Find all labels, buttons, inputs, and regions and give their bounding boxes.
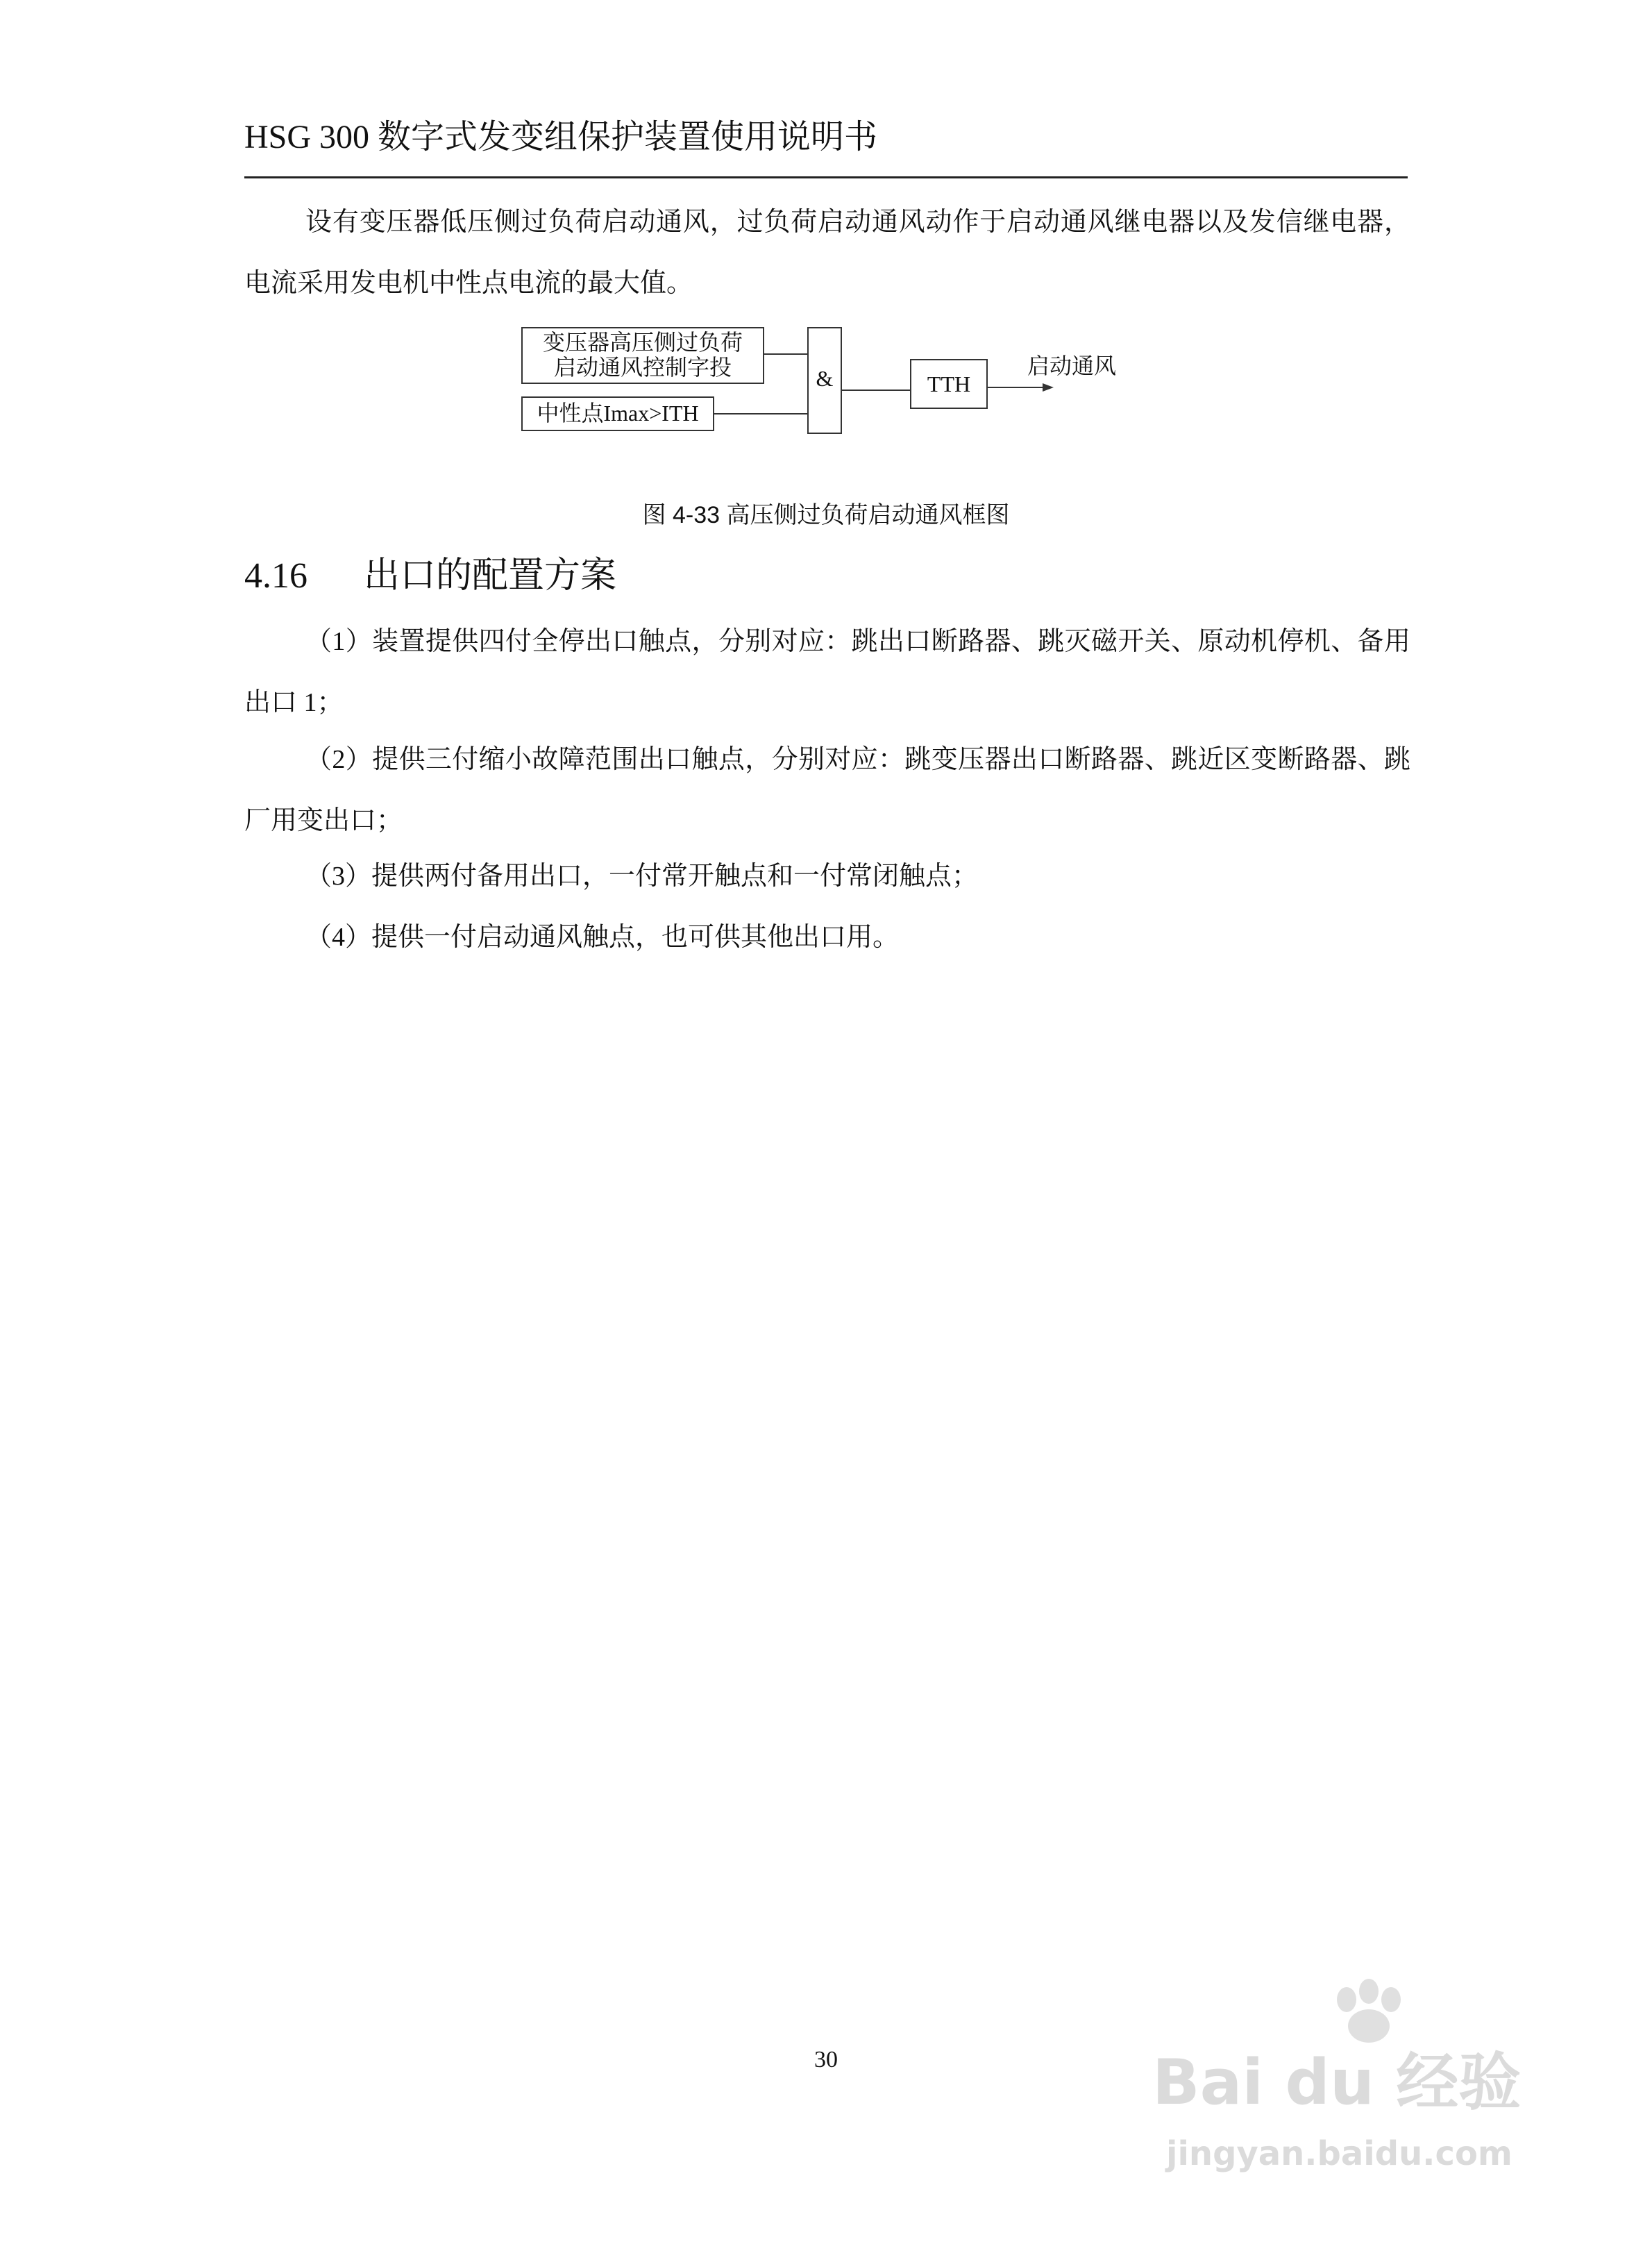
intro-paragraph: 设有变压器低压侧过负荷启动通风，过负荷启动通风动作于启动通风继电器以及发信继电器，电流采用发电机中性点电流的最大值。 (244, 208, 1410, 298)
output-label: 启动通风 (1027, 353, 1117, 378)
list-item-2: （2）提供三付缩小故障范围出口触点，分别对应：跳变压器出口断路器、跳近区变断路器、跳厂用变出口； (244, 745, 1410, 835)
timer-label: TTH (927, 371, 971, 396)
watermark-brand: Bai du 经验 (1152, 2046, 1522, 2119)
section-number: 4.16 (244, 556, 307, 596)
input1-label-line1: 变压器高压侧过负荷 (542, 330, 743, 355)
section-heading (244, 546, 616, 598)
output-arrowhead (1043, 383, 1054, 392)
and-gate-label: & (816, 366, 834, 391)
block-diagram (0, 0, 1652, 486)
section-title-text: 出口的配置方案 (364, 555, 617, 596)
input2-label: 中性点Imax>ITH (537, 401, 699, 426)
page-number: 30 (814, 2047, 838, 2073)
list-item-1: （1）装置提供四付全停出口触点，分别对应：跳出口断路器、跳灭磁开关、原动机停机、备用出口 1； (244, 627, 1410, 717)
list-item-4: （4）提供一付启动通风触点，也可供其他出口用。 (305, 923, 900, 952)
baidu-jingyan-watermark (1145, 1972, 1534, 2180)
figure-caption: 图 4-33 高压侧过负荷启动通风框图 (642, 502, 1010, 528)
paw-logo-icon (1337, 1979, 1401, 2043)
watermark-url: jingyan.baidu.com (1166, 2134, 1512, 2173)
input1-label-line2: 启动通风控制字投 (553, 355, 732, 380)
page-header: HSG 300 数字式发变组保护装置使用说明书 (244, 119, 878, 156)
list-item-3: （3）提供两付备用出口，一付常开触点和一付常闭触点； (305, 862, 979, 891)
